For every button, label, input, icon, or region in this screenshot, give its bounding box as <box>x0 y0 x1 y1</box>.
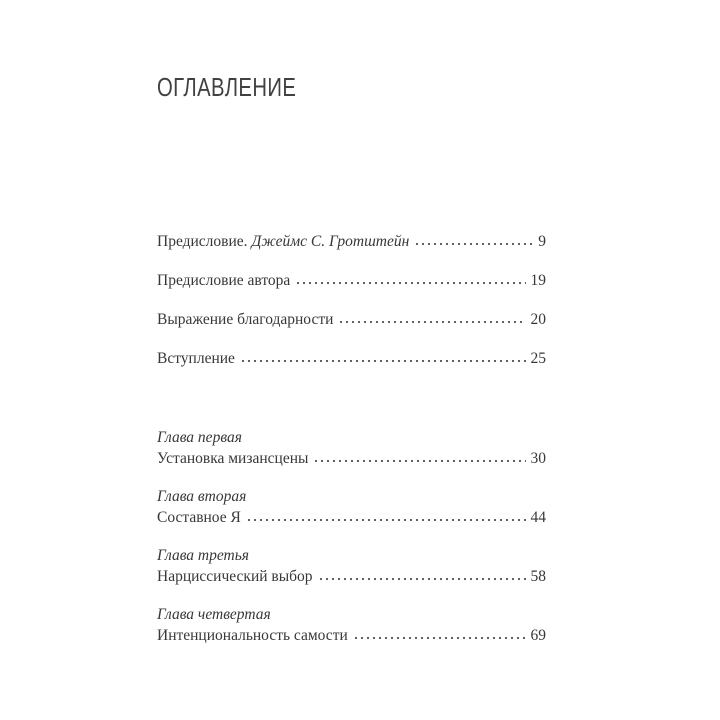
toc-title: ОГЛАВЛЕНИЕ <box>157 72 297 102</box>
chapter-entry <box>157 604 546 646</box>
toc-content <box>157 0 546 720</box>
chapter-title-line <box>157 566 546 587</box>
toc-entry-page-number: 25 <box>530 350 546 367</box>
toc-entry-page-number: 9 <box>538 233 546 250</box>
chapter-title: Интенциональность самости <box>157 627 348 644</box>
dot-leader <box>338 320 525 324</box>
chapter-label: Глава четвертая <box>157 606 271 623</box>
dot-leader <box>414 242 533 246</box>
chapter-label: Глава вторая <box>157 488 247 505</box>
dot-leader <box>246 518 526 522</box>
toc-entry-page-number: 20 <box>530 311 546 328</box>
dot-leader <box>313 459 525 463</box>
chapter-label: Глава первая <box>157 429 242 446</box>
dot-leader <box>318 577 526 581</box>
toc-entry <box>157 270 546 291</box>
chapter-title: Составное Я <box>157 509 241 526</box>
toc-entry <box>157 231 546 252</box>
chapter-title-line <box>157 448 546 469</box>
chapter-title-line <box>157 507 546 528</box>
chapter-title-line <box>157 625 546 646</box>
chapter-page-number: 58 <box>530 568 546 585</box>
toc-entry-author: Джеймс С. Гротштейн <box>251 233 410 250</box>
dot-leader <box>295 281 525 285</box>
toc-entry <box>157 348 546 369</box>
toc-entry-label: Предисловие автора <box>157 272 291 289</box>
chapter-entry <box>157 427 546 469</box>
toc-entry <box>157 309 546 330</box>
toc-entry-page-number: 19 <box>530 272 546 289</box>
toc-entry-label: Вступление <box>157 350 235 367</box>
toc-entry-label: Предисловие. <box>157 233 248 250</box>
chapter-label: Глава третья <box>157 547 250 564</box>
dot-leader <box>353 636 526 640</box>
front-matter-list <box>157 231 546 387</box>
chapter-entry <box>157 545 546 587</box>
chapter-title: Установка мизансцены <box>157 450 309 467</box>
toc-entry-label: Выражение благодарности <box>157 311 334 328</box>
chapter-list <box>157 427 546 663</box>
chapter-page-number: 44 <box>530 509 546 526</box>
chapter-page-number: 69 <box>530 627 546 644</box>
chapter-title: Нарциссический выбор <box>157 568 313 585</box>
chapter-page-number: 30 <box>530 450 546 467</box>
chapter-entry <box>157 486 546 528</box>
dot-leader <box>240 359 526 363</box>
